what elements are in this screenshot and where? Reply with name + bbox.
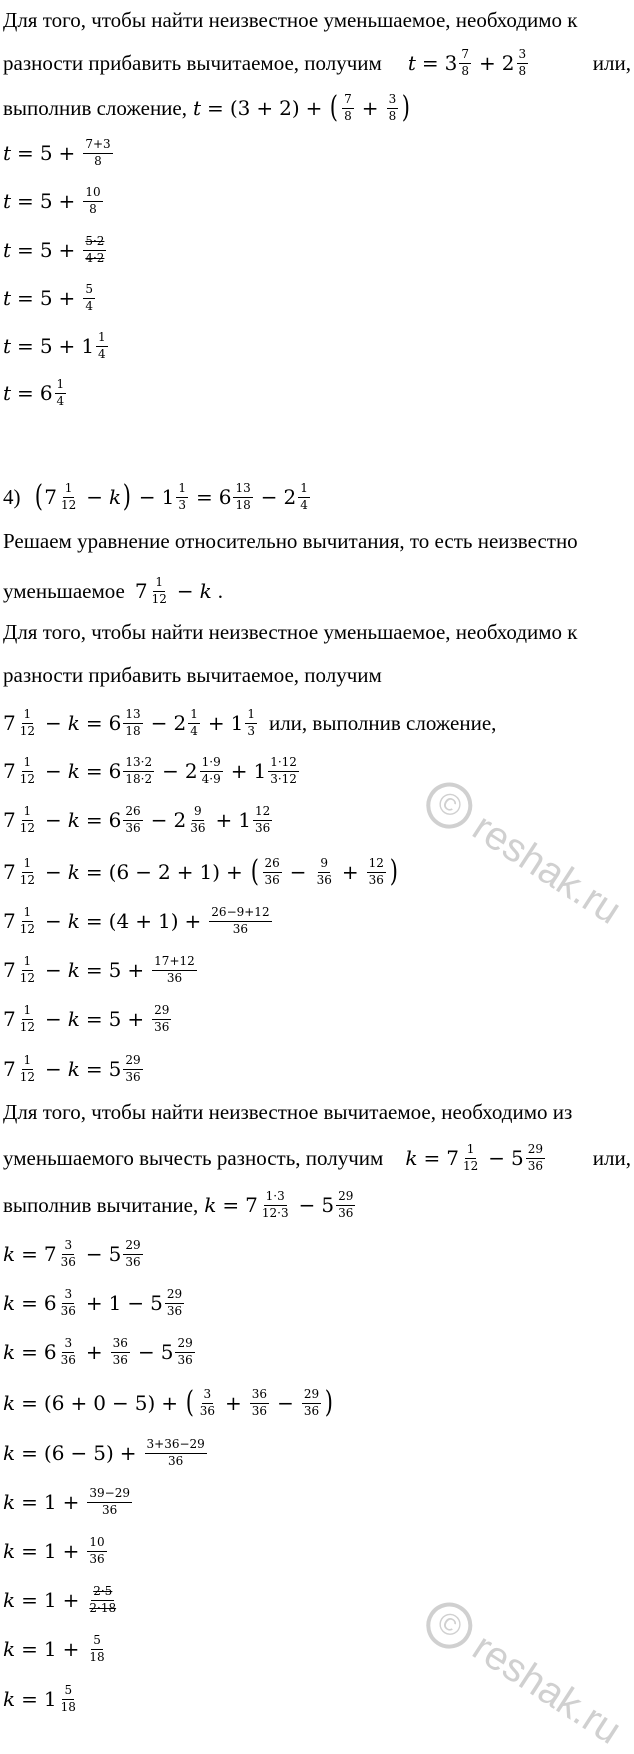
text: Для того, чтобы найти неизвестное уменьшаемое, необходимо к [3,7,578,32]
text: разности прибавить вычитаемое, получим [3,50,382,75]
formula: 7 $\frac{1}{12}$ − k = 5 + $\frac{17+12}{36}$ [3,953,195,985]
paragraph-line [3,1182,631,1228]
copyright-icon: © [417,774,481,838]
equation-line [3,700,631,746]
formula: ( 7 $\frac{1}{12}$ − k ) − 1 $\frac{1}{3}$ = 6 $\frac{13}{18}$ − 2 $\frac{1}{4}$ [34,479,308,514]
formula: k = 6 $\frac{3}{36}$ + 1 − 5 $\frac{29}{36}$ [3,1286,183,1318]
paragraph-line [3,85,631,131]
formula: t = 5 + $\frac{10}{8}$ [3,184,101,216]
item-number: 4) [3,484,21,509]
equation-line [3,227,631,273]
formula: k = ( 6 + 0 − 5 ) + ( $\frac{3}{36}$ + $\frac{36}{36}$ − $\frac{29}{36}$ ) [3,1385,334,1420]
equation-line [3,748,631,794]
equation-line [3,1528,631,1574]
equation-line [3,1430,631,1476]
equation-line [3,797,631,843]
text: уменьшаемое [3,578,125,603]
equation-line [3,898,631,944]
paragraph-line [3,1135,631,1181]
paragraph-line: уменьшаемое 7 $\frac{1}{12}$ − k . [3,574,223,606]
equation-line [3,1676,631,1722]
formula: 7 $\frac{1}{12}$ − k = ( 4 + 1 ) + $\frac{26-9+12}{36}$ [3,904,270,936]
equation-line [3,847,631,897]
paragraph-line [3,1097,631,1127]
text: Решаем уравнение относительно вычитания, то есть неизвестно [3,528,578,553]
formula: 7 $\frac{1}{12}$ − k = 6 $\frac{13\cdot 2}{18\cdot 2}$ − 2 $\frac{1\cdot 9}{4\cdot 9}$ + 1 $\frac{1\cdot 12}{3\cdot 12}$ [3,754,297,786]
paragraph-line [3,617,631,647]
formula: 7 $\frac{1}{12}$ − k = 6 $\frac{26}{36}$ − 2 $\frac{9}{36}$ + 1 $\frac{12}{36}$ [3,803,271,835]
formula: k = 1 + $\frac{10}{36}$ [3,1534,105,1566]
equation-line [3,275,631,321]
formula: t = 5 + $\frac{5\cdot 2}{4\cdot 2}$ [3,233,105,265]
formula: t = 5 + $\frac{5}{4}$ [3,281,93,313]
formula: t = 3 $\frac{7}{8}$ + 2 $\frac{3}{8}$ [407,46,527,78]
formula: t = 5 + $\frac{7+3}{8}$ [3,136,111,168]
text: выполнив вычитание, [3,1192,199,1217]
paragraph-line [3,660,631,690]
equation-line [3,1280,631,1326]
equation-line [3,947,631,993]
formula: k = 1 + $\frac{39-29}{36}$ [3,1485,130,1517]
equation-line [3,1046,631,1092]
equation-line [3,370,631,416]
text: или, [592,50,631,75]
text: Для того, чтобы найти неизвестное вычитаемое, необходимо из [3,1099,573,1124]
equation-line [3,1577,631,1623]
equation-line [3,1231,631,1277]
formula: t = ( 3 + 2 ) + ( $\frac{7}{8}$ + $\frac{3}{8}$ ) [193,90,411,125]
formula: k = 6 $\frac{3}{36}$ + $\frac{36}{36}$ − 5 $\frac{29}{36}$ [3,1335,193,1367]
equation-line [3,1378,631,1428]
formula: 7 $\frac{1}{12}$ − k = 5 + $\frac{29}{36}$ [3,1002,170,1034]
text: Для того, чтобы найти неизвестное уменьшаемое, необходимо к [3,619,578,644]
equation-line [3,472,631,522]
formula: t = 5 + 1 $\frac{1}{4}$ [3,329,106,361]
formula: k = 1 + $\frac{5}{18}$ [3,1632,105,1664]
equation-line [3,323,631,369]
formula: 7 $\frac{1}{12}$ − k = 6 $\frac{13}{18}$ − 2 $\frac{1}{4}$ + 1 $\frac{1}{3}$ [3,706,255,738]
text: разности прибавить вычитаемое, получим [3,662,382,687]
watermark-text: reshak.ru [465,804,630,933]
formula: 7 $\frac{1}{12}$ − k [134,574,212,606]
formula: 7 $\frac{1}{12}$ − k = 5 $\frac{29}{36}$ [3,1052,141,1084]
equation-line [3,1329,631,1375]
paragraph-line [3,40,631,86]
text: уменьшаемого вычесть разность, получим [3,1145,384,1170]
formula: k = ( 6 − 5 ) + $\frac{3+36-29}{36}$ [3,1436,205,1468]
text: или, [592,1145,631,1170]
text: выполнив сложение, [3,95,187,120]
paragraph-line [3,5,631,35]
copyright-icon: © [417,1594,481,1658]
formula: k = 7 $\frac{3}{36}$ − 5 $\frac{29}{36}$ [3,1237,141,1269]
text: или, выполнив сложение, [268,710,497,735]
formula: k = 1 + $\frac{2\cdot 5}{2\cdot 18}$ [3,1583,117,1615]
equation-line [3,130,631,176]
equation-line [3,1479,631,1525]
formula: k = 7 $\frac{1}{12}$ − 5 $\frac{29}{36}$ [405,1141,544,1173]
watermark-text: reshak.ru [465,1624,630,1753]
equation-line [3,178,631,224]
formula: k = 7 $\frac{1\cdot 3}{12\cdot 3}$ − 5 $\frac{29}{36}$ [204,1188,354,1220]
equation-line [3,1626,631,1672]
equation-line [3,996,631,1042]
paragraph-line [3,526,631,556]
formula: k = 1 $\frac{5}{18}$ [3,1682,76,1714]
formula: 7 $\frac{1}{12}$ − k = ( 6 − 2 + 1 ) + ( $\frac{26}{36}$ − $\frac{9}{36}$ + $\frac{12}{36}$ ) [3,854,398,889]
formula: t = 6 $\frac{1}{4}$ [3,376,65,408]
